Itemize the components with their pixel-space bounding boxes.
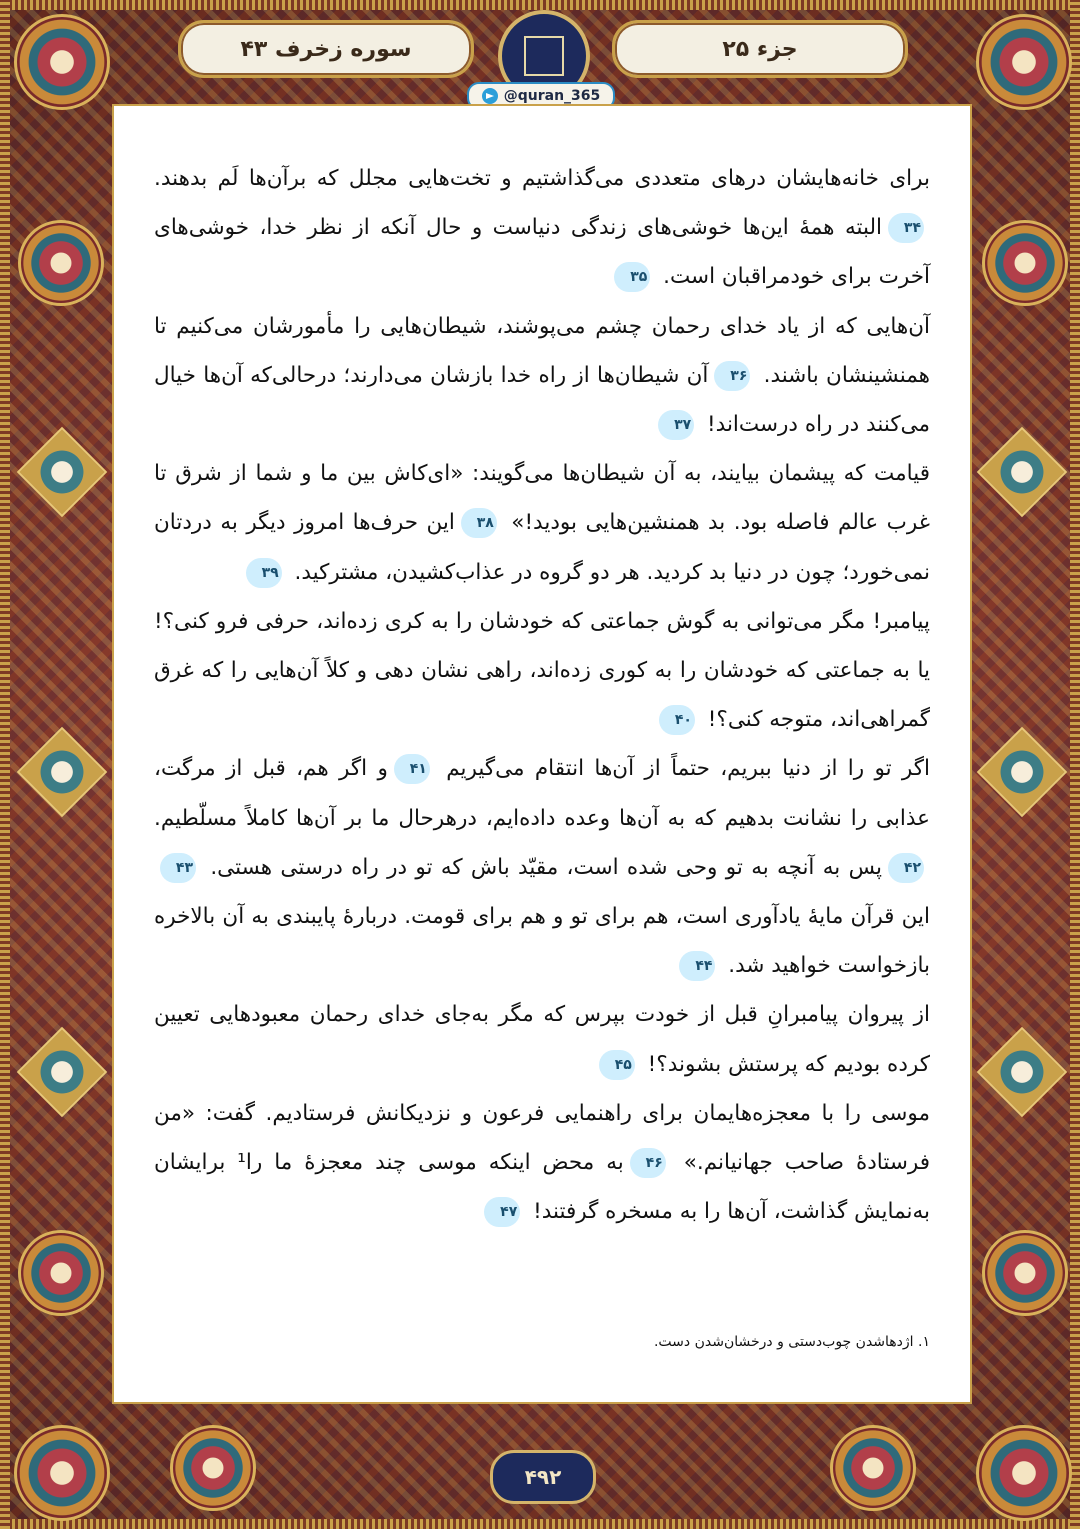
footnote: ۱. اژدهاشدن چوب‌دستی و درخشان‌شدن دست.	[653, 1334, 930, 1350]
text-panel	[112, 104, 972, 1404]
corner-medallion-icon	[976, 14, 1072, 110]
side-rosette-icon	[17, 1027, 108, 1118]
verse-number-badge: ۴۵	[599, 1050, 635, 1080]
border-band-bottom	[0, 1519, 1080, 1529]
verse-text: پس به آنچه به تو وحی شده است، مقیّد باش که تو در راه درستی هستی.	[202, 854, 882, 880]
verse-text: پیامبر! مگر می‌توانی به گوش جماعتی که خودشان را به کری زده‌اند، حرفی فرو کنی؟! یا به جماعتی که خودشان را به کوری زده‌اند، راهی نشان دهی و کلاً آن‌هایی را که غرق گمراهی‌اند، متوجه کنی؟!	[154, 608, 930, 733]
verse-text: قیامت که پیشمان بیایند، به آن شیطان‌ها می‌گویند: «ای‌کاش بین ما و شما از شرق تا غرب عالم فاصله بود. بد همنشین‌هایی بودید!»	[154, 461, 930, 536]
side-medallion-icon	[982, 1230, 1068, 1316]
bottom-medallion-icon	[170, 1425, 256, 1511]
verse-text: و اگر هم، قبل از مرگت، عذابی را نشانت بدهیم که به آن‌ها وعده داده‌ایم، درهرحال ما بر آن‌ها کاملاً مسلّطیم.	[154, 756, 930, 831]
side-rosette-icon	[977, 427, 1068, 518]
paragraph	[154, 744, 930, 990]
verse-number-badge: ۴۳	[160, 853, 196, 883]
telegram-icon	[482, 88, 498, 104]
paragraph	[154, 154, 930, 302]
surah-cartouche	[178, 20, 474, 78]
verse-number-badge: ۴۶	[630, 1148, 666, 1178]
verse-text: برای خانه‌هایشان درهای متعددی می‌گذاشتیم و تخت‌هایی مجلل که برآن‌ها لَم بدهند.	[154, 166, 930, 191]
verse-number-badge: ۴۰	[659, 705, 695, 735]
verse-text: از پیروان پیامبرانِ قبل از خودت بپرس که مگر به‌جای خدای رحمان معبودهایی تعیین کرده بودیم که پرستش بشوند؟!	[154, 1002, 930, 1077]
verse-number-badge: ۳۷	[658, 410, 694, 440]
verse-text: این قرآن مایهٔ یادآوری است، هم برای تو و هم برای قومت. دربارهٔ پایبندی به آن بالاخره بازخواست خواهید شد.	[154, 904, 930, 979]
page-number: ۴۹۲	[524, 1465, 562, 1489]
verse-text: البته همهٔ این‌ها خوشی‌های زندگی دنیاست و حال آنکه از نظر خدا، خوشی‌های آخرت برای خودمراقبان است.	[154, 215, 930, 290]
verse-number-badge: ۴۱	[394, 754, 430, 784]
surah-label: سوره زخرف ۴۳	[240, 36, 412, 62]
border-band-left	[0, 0, 10, 1529]
corner-medallion-icon	[14, 1425, 110, 1521]
verse-number-badge: ۳۴	[888, 213, 924, 243]
verse-text: آن‌هایی که از یاد خدای رحمان چشم می‌پوشند، شیطان‌هایی را مأمورشان می‌کنیم تا همنشینشان باشند.	[154, 313, 930, 388]
verse-text: موسی را با معجزه‌هایمان برای راهنمایی فرعون و نزدیکانش فرستادیم. گفت: «من فرستادهٔ صاحب جهانیانم.»	[154, 1100, 930, 1176]
side-rosette-icon	[977, 727, 1068, 818]
verse-text: آن شیطان‌ها از راه خدا بازشان می‌دارند؛ درحالی‌که آن‌ها خیال می‌کنند در راه درست‌اند!	[154, 362, 930, 438]
corner-medallion-icon	[976, 1425, 1072, 1521]
border-band-top	[0, 0, 1080, 10]
side-rosette-icon	[17, 427, 108, 518]
paragraph	[154, 1089, 930, 1237]
verse-number-badge: ۴۷	[484, 1197, 520, 1227]
paragraph	[154, 597, 930, 745]
verse-number-badge: ۳۵	[614, 262, 650, 292]
bottom-medallion-icon	[830, 1425, 916, 1511]
channel-handle: @quran_365	[503, 88, 601, 104]
verse-number-badge: ۴۴	[679, 951, 715, 981]
verse-number-badge: ۳۶	[714, 361, 750, 391]
corner-medallion-icon	[14, 14, 110, 110]
side-rosette-icon	[17, 727, 108, 818]
paragraph	[154, 302, 930, 450]
side-medallion-icon	[982, 220, 1068, 306]
verse-text: به محض اینکه موسی چند معجزهٔ ما را¹ برایشان به‌نمایش گذاشت، آن‌ها را به مسخره گرفتند!	[154, 1150, 930, 1225]
paragraph	[154, 990, 930, 1088]
paragraph	[154, 449, 930, 597]
verse-number-badge: ۳۸	[461, 508, 497, 538]
border-band-right	[1070, 0, 1080, 1529]
juz-label: جزء ۲۵	[722, 36, 798, 62]
side-medallion-icon	[18, 1230, 104, 1316]
verse-text: اگر تو را از دنیا ببریم، حتماً از آن‌ها انتقام می‌گیریم	[435, 756, 930, 782]
verse-text: این حرف‌ها امروز دیگر به دردتان نمی‌خورد؛ چون در دنیا بد کردید. هر دو گروه در عذاب‌کشیدن، مشترکید.	[154, 510, 930, 585]
side-medallion-icon	[18, 220, 104, 306]
translation-text	[154, 154, 930, 1236]
side-rosette-icon	[977, 1027, 1068, 1118]
verse-number-badge: ۴۲	[888, 853, 924, 883]
page-number-badge	[490, 1450, 596, 1504]
juz-cartouche	[612, 20, 908, 78]
verse-number-badge: ۳۹	[246, 558, 282, 588]
